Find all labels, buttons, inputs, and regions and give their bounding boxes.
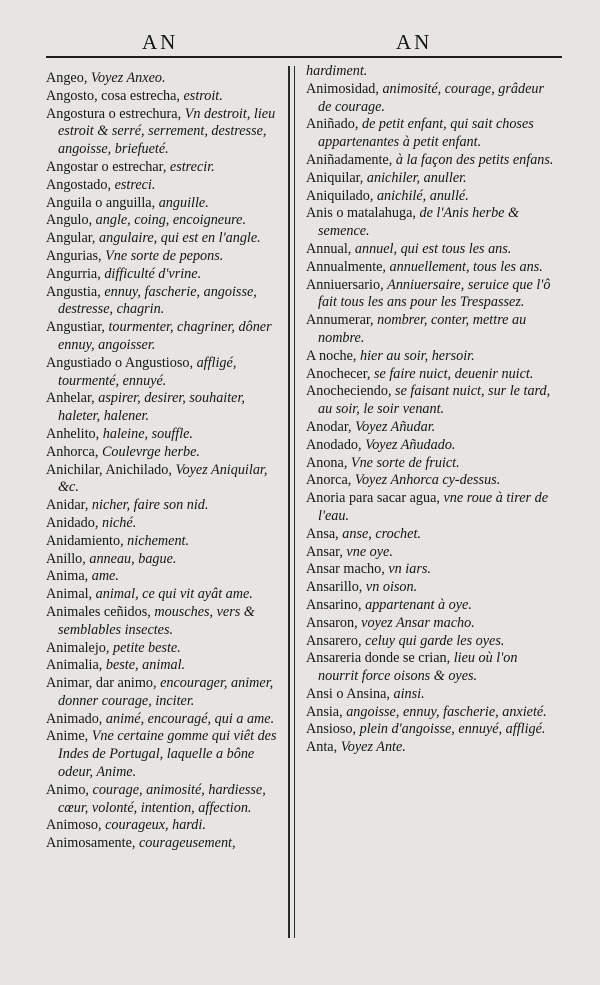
entry-headword: Animado,: [46, 710, 106, 727]
entry-translation: anneau, bague.: [89, 550, 177, 567]
entry-translation: petite beste.: [112, 639, 181, 656]
entry-headword: Animar, dar animo,: [46, 675, 161, 692]
dictionary-entry: [306, 81, 558, 117]
entry-headword: Angeo,: [46, 70, 91, 86]
dictionary-entry: [306, 472, 558, 490]
entry-translation: Voyez Añudado.: [365, 436, 456, 453]
dictionary-entry: [46, 426, 284, 444]
dictionary-entry: [46, 284, 284, 320]
dictionary-entry: [46, 515, 284, 533]
entry-headword: Anime,: [46, 728, 92, 745]
entry-translation: animosité, courage, grâdeur de courage.: [318, 80, 545, 115]
left-column: [46, 70, 284, 853]
entry-headword: Anidar,: [46, 497, 92, 514]
entry-headword: Anona,: [306, 454, 351, 471]
entry-translation: angoisse, ennuy, fascherie, anxieté.: [346, 703, 547, 720]
entry-translation: Voyez Anhorca cy-dessus.: [354, 472, 501, 489]
entry-headword: Anguila o anguilla,: [46, 194, 159, 211]
entry-translation: anse, crochet.: [342, 525, 421, 542]
header-right: AN: [396, 30, 433, 54]
entry-translation: encourager, animer, donner courage, inciter.: [58, 675, 274, 709]
entry-translation: annuellement, tous les ans.: [389, 258, 543, 275]
entry-headword: Ansarero,: [306, 632, 366, 649]
dictionary-entry: [46, 711, 284, 729]
entry-headword: Annual,: [306, 240, 355, 257]
entry-headword: Animo,: [46, 781, 93, 798]
entry-translation: niché.: [101, 514, 137, 531]
dictionary-entry: [46, 319, 284, 355]
entry-headword: Anima,: [46, 568, 92, 585]
dictionary-entry: [306, 686, 558, 704]
entry-headword: Animosamente,: [46, 835, 139, 852]
entry-translation: Vne sorte de fruict.: [350, 454, 460, 471]
entry-translation: animal, ce qui vit ayât ame.: [95, 586, 253, 603]
entry-headword: Angostura o estrechura,: [46, 105, 185, 122]
entry-translation: anichilé, anullé.: [376, 187, 469, 204]
entry-headword: Anhorca,: [46, 443, 102, 460]
entry-headword: Angurria,: [46, 265, 105, 282]
entry-translation: aspirer, desirer, souhaiter, haleter, halener.: [58, 390, 245, 425]
entry-translation: vn iars.: [388, 561, 431, 578]
entry-translation: celuy qui garde les oyes.: [365, 632, 505, 649]
entry-translation: tourmenter, chagriner, dôner ennuy, angoisser.: [58, 319, 272, 353]
dictionary-entry: [306, 383, 558, 419]
entry-translation: voyez Ansar macho.: [361, 614, 475, 631]
dictionary-entry: [306, 633, 558, 651]
dictionary-entry: [46, 533, 284, 551]
dictionary-entry: [306, 704, 558, 722]
entry-translation: courage, animosité, hardiesse, cœur, volonté, intention, affection.: [58, 781, 266, 816]
entry-headword: Ansioso,: [306, 721, 360, 738]
dictionary-entry: [306, 116, 558, 152]
entry-headword: Annumerar,: [306, 312, 378, 329]
entry-translation: ame.: [91, 568, 119, 585]
entry-translation: à la façon des petits enfans.: [395, 151, 554, 168]
entry-translation: anichiler, anuller.: [366, 169, 467, 186]
column-divider: [288, 66, 290, 938]
entry-headword: Anhelar,: [46, 390, 99, 407]
entry-translation: vne roue à tirer de l'eau.: [318, 490, 549, 524]
dictionary-entry: [46, 230, 284, 248]
dictionary-entry: [46, 782, 284, 818]
dictionary-entry: [46, 640, 284, 658]
right-column: [306, 63, 558, 757]
entry-translation: ainsi.: [393, 685, 425, 702]
dictionary-entry: [306, 277, 558, 313]
dictionary-entry: [46, 106, 284, 159]
entry-headword: Anidado,: [46, 514, 102, 531]
entry-translation: animé, encouragé, qui a ame.: [105, 710, 275, 727]
entry-headword: Aniñado,: [306, 116, 362, 133]
entry-translation: anguille.: [158, 194, 209, 211]
entry-headword: Angustiado o Angustioso,: [46, 354, 197, 371]
entry-translation: vne oye.: [346, 543, 393, 560]
dictionary-entry: [306, 241, 558, 259]
entry-headword: Animales ceñidos,: [46, 603, 155, 620]
entry-translation: Voyez Aniquilar, &c.: [58, 461, 268, 496]
entry-translation: angulaire, qui est en l'angle.: [99, 230, 261, 247]
entry-translation: de petit enfant, qui sait choses appartenantes à petit enfant.: [318, 116, 534, 151]
entry-translation: ennuy, fascherie, angoisse, destresse, chagrin.: [58, 283, 257, 318]
entry-headword: Ansar macho,: [306, 561, 389, 578]
entry-headword: Aniñadamente,: [306, 151, 396, 168]
dictionary-entry: [46, 390, 284, 426]
dictionary-entry: [306, 170, 558, 188]
entry-headword: Angostar o estrechar,: [46, 158, 170, 175]
entry-translation: de l'Anis herbe & semence.: [318, 205, 520, 240]
dictionary-entry: [306, 490, 558, 526]
entry-translation: difficulté d'vrine.: [104, 265, 202, 282]
entry-translation: courageusement,: [139, 835, 236, 852]
dictionary-entry: [306, 205, 558, 241]
entry-translation: Vne certaine gomme qui viêt des Indes de Portugal, laquelle a bône odeur, Anime.: [58, 728, 277, 781]
dictionary-entry: [46, 70, 284, 88]
entry-translation: Voyez Ante.: [340, 739, 406, 756]
entry-translation: nicher, faire son nid.: [91, 497, 209, 514]
entry-headword: Aniquilado,: [306, 187, 377, 204]
dictionary-entry: [46, 728, 284, 781]
dictionary-entry: [306, 561, 558, 579]
dictionary-entry: [306, 597, 558, 615]
entry-headword: Animal,: [46, 586, 96, 603]
dictionary-entry: [306, 348, 558, 366]
dictionary-entry: [306, 312, 558, 348]
entry-headword: Ansareria donde se crian,: [306, 650, 454, 667]
entry-translation: beste, animal.: [105, 657, 186, 674]
dictionary-entry: [46, 551, 284, 569]
entry-headword: Animosidad,: [306, 80, 383, 97]
entry-translation: angle, coing, encoigneure.: [95, 212, 247, 229]
entry-headword: Angulo,: [46, 212, 96, 229]
entry-headword: Ansarino,: [306, 596, 366, 613]
entry-headword: Ansi o Ansina,: [306, 685, 394, 702]
dictionary-entry: [306, 579, 558, 597]
dictionary-entry: [306, 63, 558, 81]
dictionary-entry: [306, 455, 558, 473]
entry-headword: Anidamiento,: [46, 532, 128, 549]
dictionary-entry: [306, 259, 558, 277]
entry-translation: courageux, hardi.: [105, 817, 206, 834]
header-left: AN: [142, 30, 179, 54]
dictionary-entry: [306, 188, 558, 206]
dictionary-entry: [46, 248, 284, 266]
entry-headword: Anorca,: [306, 472, 355, 489]
dictionary-entry: [46, 604, 284, 640]
entry-translation: nichement.: [127, 532, 190, 549]
entry-translation: Vn destroit, lieu estroit & serré, serrement, destresse, angoisse, briefueté.: [58, 105, 276, 158]
entry-headword: Angostado,: [46, 176, 115, 193]
dictionary-entry: [306, 437, 558, 455]
entry-translation: Coulevrge herbe.: [101, 443, 200, 460]
entry-headword: Ansia,: [306, 703, 347, 720]
entry-translation: mousches, vers & semblables insectes.: [58, 603, 255, 638]
dictionary-entry: [46, 159, 284, 177]
entry-translation: hier au soir, hersoir.: [359, 347, 475, 364]
dictionary-entry: [46, 497, 284, 515]
dictionary-entry: [46, 444, 284, 462]
entry-headword: Anochecer,: [306, 365, 374, 382]
dictionary-entry: [46, 657, 284, 675]
entry-translation: appartenant à oye.: [365, 596, 472, 613]
entry-translation: se faire nuict, deuenir nuict.: [373, 365, 534, 382]
entry-headword: Animalejo,: [46, 639, 113, 656]
entry-headword: Ansarillo,: [306, 579, 366, 596]
dictionary-entry: [306, 544, 558, 562]
entry-headword: Angular,: [46, 230, 100, 247]
entry-translation: hardiment.: [306, 63, 368, 79]
dictionary-entry: [306, 650, 558, 686]
dictionary-entry: [46, 266, 284, 284]
dictionary-entry: [46, 195, 284, 213]
entry-translation: vn oison.: [365, 579, 418, 596]
entry-headword: Ansaron,: [306, 614, 362, 631]
entry-headword: Animalia,: [46, 657, 106, 674]
dictionary-entry: [46, 568, 284, 586]
entry-headword: Ansa,: [306, 525, 343, 542]
entry-headword: Anta,: [306, 739, 341, 756]
entry-headword: Angustia,: [46, 283, 105, 300]
dictionary-entry: [46, 462, 284, 498]
entry-translation: Anniuersaire, seruice que l'ô fait tous les ans pour les Trespassez.: [318, 276, 551, 311]
dictionary-entry: [46, 212, 284, 230]
entry-translation: estreci.: [114, 176, 156, 193]
column-divider-thin: [294, 66, 295, 938]
dictionary-entry: [306, 366, 558, 384]
entry-translation: haleine, souffle.: [102, 425, 193, 442]
dictionary-entry: [46, 835, 284, 853]
entry-translation: plein d'angoisse, ennuyé, affligé.: [359, 721, 546, 738]
entry-headword: Anichilar, Anichilado,: [46, 461, 176, 478]
entry-headword: Anodar,: [306, 418, 356, 435]
entry-headword: Anocheciendo,: [306, 383, 396, 400]
dictionary-entry: [46, 355, 284, 391]
entry-translation: lieu où l'on nourrit force oisons & oyes.: [318, 650, 518, 685]
dictionary-entry: [306, 419, 558, 437]
entry-translation: se faisant nuict, sur le tard, au soir, le soir venant.: [318, 383, 551, 418]
dictionary-entry: [46, 177, 284, 195]
dictionary-entry: [46, 88, 284, 106]
entry-translation: nombrer, conter, mettre au nombre.: [318, 312, 527, 346]
entry-translation: Voyez Añudar.: [355, 418, 436, 435]
entry-headword: Anoria para sacar agua,: [306, 490, 444, 507]
entry-headword: Aniquilar,: [306, 169, 367, 186]
dictionary-entry: [306, 615, 558, 633]
dictionary-entry: [46, 675, 284, 711]
entry-translation: Voyez Anxeo.: [90, 70, 166, 86]
entry-translation: annuel, qui est tous les ans.: [354, 240, 512, 257]
entry-headword: Angosto, cosa estrecha,: [46, 87, 184, 104]
entry-headword: Annualmente,: [306, 258, 390, 275]
entry-headword: Anillo,: [46, 550, 90, 567]
entry-headword: Anis o matalahuga,: [306, 205, 420, 222]
entry-headword: Angurias,: [46, 247, 106, 264]
entry-headword: Anodado,: [306, 436, 366, 453]
dictionary-entry: [306, 526, 558, 544]
entry-headword: Ansar,: [306, 543, 347, 560]
entry-headword: Anhelito,: [46, 425, 103, 442]
dictionary-entry: [46, 586, 284, 604]
dictionary-entry: [306, 721, 558, 739]
entry-translation: Vne sorte de pepons.: [105, 247, 224, 264]
entry-translation: estroit.: [183, 87, 223, 104]
entry-translation: affligé, tourmenté, ennuyé.: [58, 354, 237, 389]
entry-headword: A noche,: [306, 347, 360, 364]
entry-headword: Anniuersario,: [306, 276, 388, 293]
dictionary-entry: [306, 152, 558, 170]
entry-headword: Animoso,: [46, 817, 106, 834]
dictionary-entry: [306, 739, 558, 757]
dictionary-entry: [46, 817, 284, 835]
entry-headword: Angustiar,: [46, 319, 109, 336]
header-rule: [46, 56, 562, 58]
entry-translation: estrecir.: [169, 158, 215, 175]
